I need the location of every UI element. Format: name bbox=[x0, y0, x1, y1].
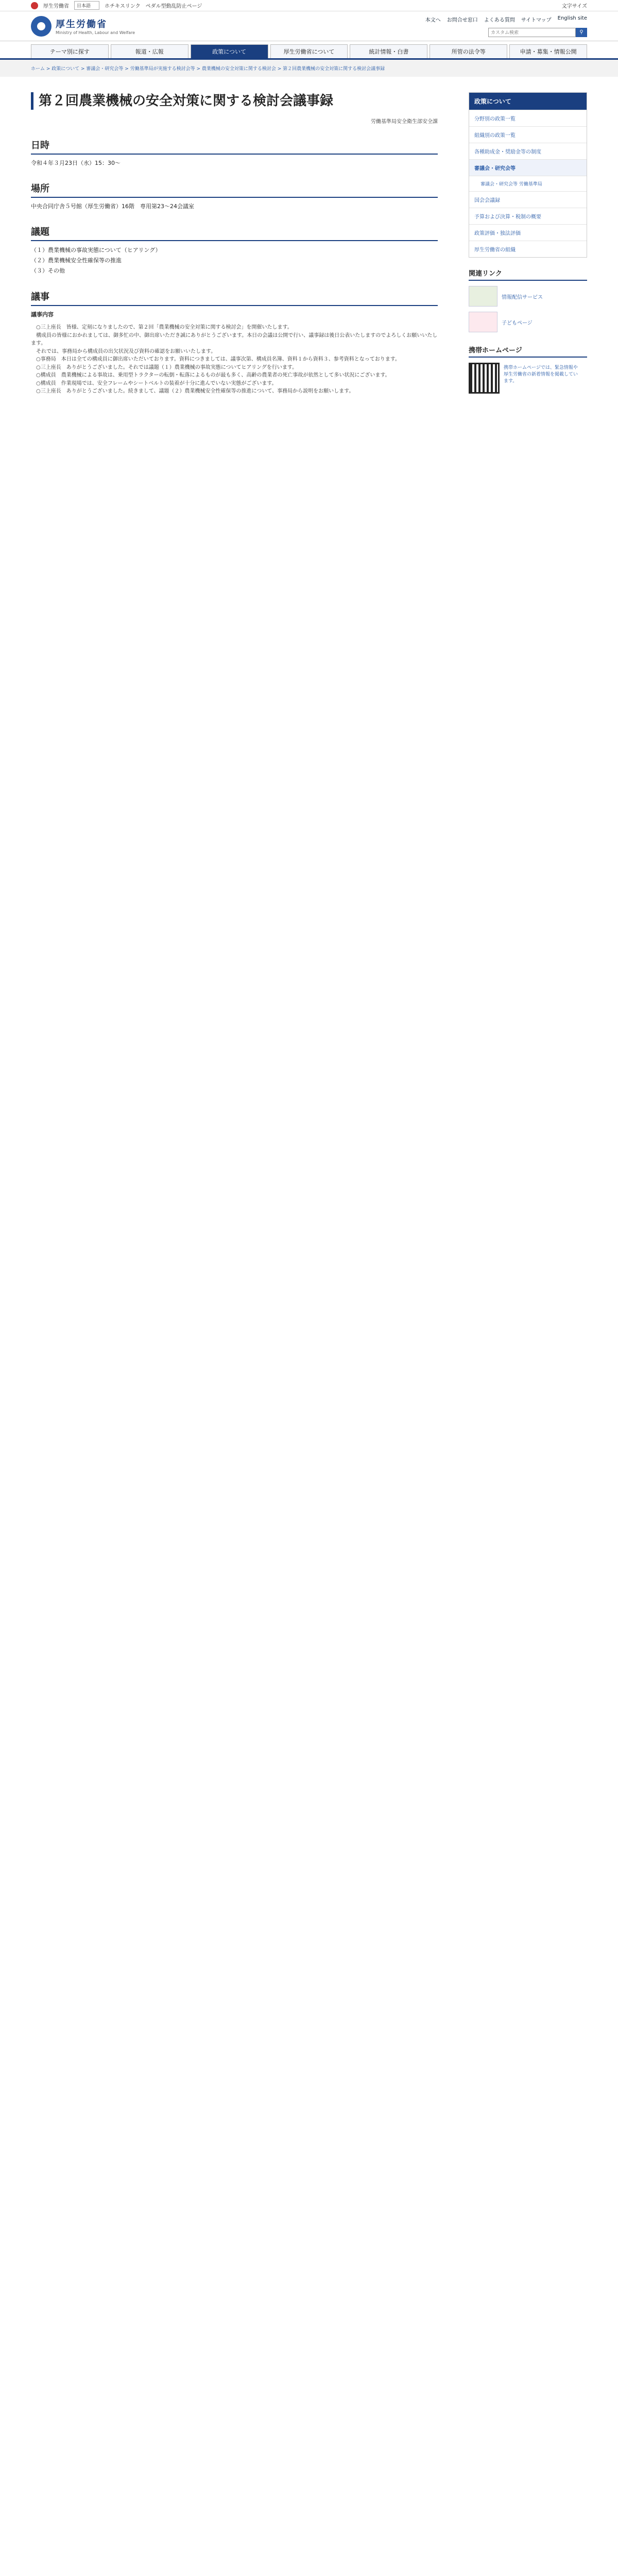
page-title: 第２回農業機械の安全対策に関する検討会議事録 bbox=[31, 92, 438, 110]
sidebar-item[interactable]: 組織別の政策一覧 bbox=[469, 126, 587, 143]
related-links bbox=[469, 268, 587, 332]
gnav-item-applications[interactable]: 申請・募集・情報公開 bbox=[509, 44, 587, 58]
date-heading: 日時 bbox=[31, 138, 438, 155]
header-link-faq[interactable]: よくある質問 bbox=[484, 18, 515, 23]
qr-code-icon bbox=[469, 363, 500, 394]
minutes-body bbox=[31, 324, 438, 396]
sidebar-item[interactable]: 各種助成金・奨励金等の制度 bbox=[469, 143, 587, 159]
policy-menu-header: 政策について bbox=[469, 93, 587, 110]
date-text: 令和４年３月23日（水）15：30～ bbox=[31, 160, 121, 166]
gnav-item-policy[interactable]: 政策について bbox=[191, 44, 268, 58]
sidebar-item[interactable]: 審議会・研究会等 bbox=[469, 159, 587, 176]
gnav-item-press[interactable]: 報道・広報 bbox=[111, 44, 188, 58]
sidebar-item[interactable]: 厚生労働省の組織 bbox=[469, 241, 587, 257]
global-nav bbox=[0, 44, 618, 60]
minutes-paragraph: ○事務局 本日は全ての構成員に御出席いただいております。資料につきましては、議事次第、構成員名簿、資料１から資料３、参考資料となっております。 bbox=[36, 357, 400, 362]
kids-page-banner-icon bbox=[469, 312, 497, 332]
topbar-link-2[interactable]: ペダル型動乱防止ページ bbox=[145, 4, 202, 9]
place-text: 中央合同庁舎５号館（厚生労働省）16階 専用第23～24会議室 bbox=[31, 203, 194, 210]
sidebar-item[interactable]: 政策評価・独法評価 bbox=[469, 224, 587, 241]
minutes-paragraph: それでは、事務局から構成員の出欠状況及び資料の確認をお願いいたします。 bbox=[36, 348, 216, 354]
agenda-list bbox=[31, 245, 438, 276]
page-author: 労働基準局安全衛生部安全課 bbox=[371, 119, 438, 125]
policy-menu bbox=[469, 92, 587, 258]
sidebar-item[interactable]: 分野別の政策一覧 bbox=[469, 110, 587, 126]
site-header bbox=[0, 11, 618, 41]
site-brand[interactable] bbox=[31, 16, 135, 37]
gnav-item-themes[interactable]: テーマ別に探す bbox=[31, 44, 109, 58]
agenda-item: （３）その他 bbox=[31, 267, 65, 274]
mobile-text[interactable]: 携帯ホームページでは、緊急情報や厚生労働省の新着情報を掲載しています。 bbox=[504, 365, 578, 384]
gnav-item-statistics[interactable]: 統計情報・白書 bbox=[350, 44, 427, 58]
sidebar-item[interactable]: 国会会議録 bbox=[469, 191, 587, 208]
minutes-paragraph: ○構成員 農業機械による事故は、乗用型トラクターの転倒・転落によるものが最も多く、高齢の農業者の死亡事故が依然として多い状況にございます。 bbox=[36, 372, 390, 378]
agenda-heading: 議題 bbox=[31, 225, 438, 241]
agenda-item: （１）農業機械の事故実態について（ヒアリング） bbox=[31, 247, 161, 253]
mobile-site bbox=[469, 345, 587, 394]
related-link-label[interactable]: 子どもページ bbox=[502, 320, 533, 326]
search-input[interactable] bbox=[488, 28, 576, 37]
topbar-link-1[interactable]: ホチキスリンク bbox=[105, 4, 141, 9]
header-links bbox=[425, 15, 587, 23]
ministry-emblem-icon bbox=[31, 16, 52, 37]
top-utility-bar bbox=[0, 0, 618, 11]
site-subname: Ministry of Health, Labour and Welfare bbox=[56, 30, 135, 35]
sidebar-item[interactable]: 審議会・研究会等 労働基準局 bbox=[469, 176, 587, 191]
ministry-logo-icon bbox=[31, 2, 38, 9]
sidebar bbox=[469, 77, 587, 396]
related-links-heading: 関連リンク bbox=[469, 268, 587, 281]
minutes-paragraph: ○構成員 作業現場では、安全フレームやシートベルトの装着が十分に進んでいない実態がございます。 bbox=[36, 380, 277, 386]
search-icon[interactable]: ⚲ bbox=[576, 28, 587, 37]
header-link-skip[interactable]: 本文へ bbox=[425, 18, 441, 23]
gnav-item-laws[interactable]: 所管の法令等 bbox=[430, 44, 507, 58]
related-link-kids[interactable] bbox=[469, 312, 587, 332]
minutes-paragraph: ○三上座長 ありがとうございました。それでは議題（１）農業機械の事故実態についてヒアリングを行います。 bbox=[36, 364, 298, 370]
topbar-org: 厚生労働省 bbox=[43, 4, 69, 9]
header-link-contact[interactable]: お問合せ窓口 bbox=[447, 18, 478, 23]
sidebar-item[interactable]: 予算および決算・税制の概要 bbox=[469, 208, 587, 224]
agenda-item: （２）農業機械安全性確保等の推進 bbox=[31, 257, 122, 264]
mobile-heading: 携帯ホームページ bbox=[469, 345, 587, 358]
gnav-item-about[interactable]: 厚生労働省について bbox=[270, 44, 348, 58]
font-size-link[interactable]: 文字サイズ bbox=[561, 4, 587, 9]
related-link-label[interactable]: 情報配信サービス bbox=[502, 294, 543, 300]
minutes-paragraph: 構成員の皆様におかれましては、御多忙の中、御出席いただき誠にありがとうございます。本日の会議は公開で行い、議事録は後日公表いたしますのでよろしくお願いいたします。 bbox=[31, 332, 438, 346]
breadcrumb[interactable]: ホーム > 政策について > 審議会・研究会等 > 労働基準局が実施する検討会等 > 農業機械の安全対策に関する検討会 > 第２回農業機械の安全対策に関する検討会議事録 bbox=[0, 60, 618, 77]
site-search bbox=[488, 28, 587, 37]
minutes-paragraph: ○三上座長 ありがとうございました。続きまして、議題（２）農業機械安全性確保等の推進について、事務局から説明をお願いします。 bbox=[36, 388, 354, 394]
minutes-paragraph: ○三上座長 皆様、定刻になりましたので、第２回「農業機械の安全対策に関する検討会」を開催いたします。 bbox=[36, 325, 293, 330]
site-name: 厚生労働省 bbox=[56, 19, 107, 30]
main-content bbox=[31, 77, 438, 396]
language-select[interactable]: 日本語 bbox=[74, 1, 99, 10]
minutes-heading: 議事 bbox=[31, 290, 438, 306]
related-link-mail[interactable] bbox=[469, 286, 587, 307]
minutes-label: 議事内容 bbox=[31, 311, 54, 318]
header-link-english[interactable]: English site bbox=[557, 15, 587, 21]
header-link-sitemap[interactable]: サイトマップ bbox=[521, 18, 552, 23]
mail-service-banner-icon bbox=[469, 286, 497, 307]
place-heading: 場所 bbox=[31, 181, 438, 198]
